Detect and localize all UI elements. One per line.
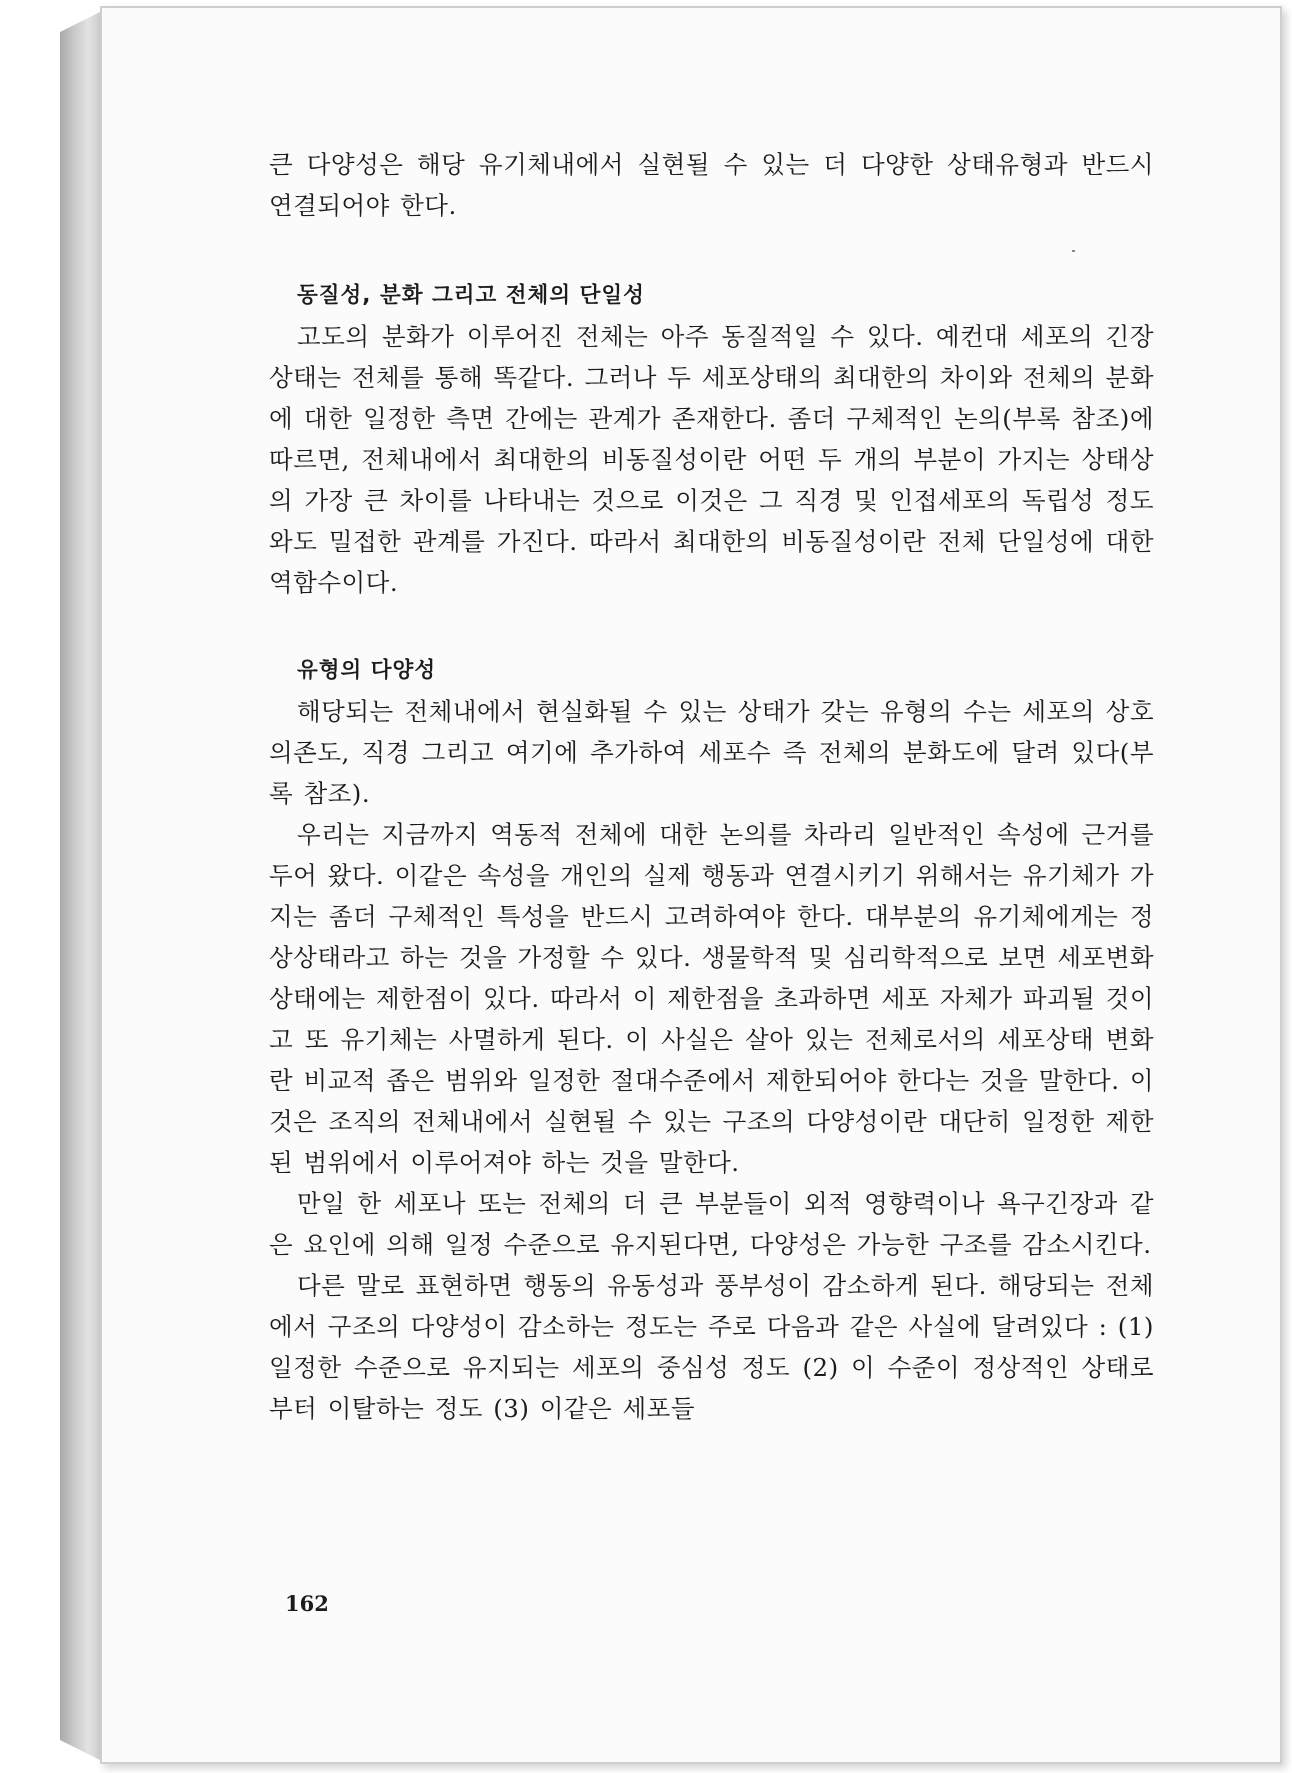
page-text	[269, 144, 1154, 1429]
paragraph-homogeneity: 고도의 분화가 이루어진 전체는 아주 동질적일 수 있다. 예컨대 세포의 긴장상태는 전체를 통해 똑같다. 그러나 두 세포상태의 최대한의 차이와 전체의 분화에 대한 일정한 측면 간에는 관계가 존재한다. 좀더 구체적인 논의(부록 참조)에 따르면, 전체내에서 최대한의 비동질성이란 어떤 두 개의 부분이 가지는 상태상의 가장 큰 차이를 나타내는 것으로 이것은 그 직경 및 인접세포의 독립성 정도와도 밀접한 관계를 가진다. 따라서 최대한의 비동질성이란 전체 단일성에 대한 역함수이다.	[269, 322, 1154, 597]
paragraph-continuation: 큰 다양성은 해당 유기체내에서 실현될 수 있는 더 다양한 상태유형과 반드시 연결되어야 한다.	[269, 150, 1154, 220]
paragraph-reduced-variety: 다른 말로 표현하면 행동의 유동성과 풍부성이 감소하게 된다. 해당되는 전체에서 구조의 다양성이 감소하는 정도는 주로 다음과 같은 사실에 달려있다 : (1) 일정한 수준으로 유지되는 세포의 중심성 정도 (2) 이 수준이 정상적인 상태로부터 이탈하는 정도 (3) 이같은 세포들	[269, 1271, 1154, 1423]
book-page	[100, 6, 1282, 1764]
book-spine	[60, 12, 100, 1760]
paragraph-fixed-level: 만일 한 세포나 또는 전체의 더 큰 부분들이 외적 영향력이나 욕구긴장과 같은 요인에 의해 일정 수준으로 유지된다면, 다양성은 가능한 구조를 감소시킨다.	[269, 1189, 1154, 1259]
page-number: 162	[285, 1591, 329, 1616]
section-heading-type-variety: 유형의 다양성	[297, 658, 437, 683]
section-heading-homogeneity: 동질성, 분화 그리고 전체의 단일성	[297, 283, 645, 308]
paragraph-normal-state: 우리는 지금까지 역동적 전체에 대한 논의를 차라리 일반적인 속성에 근거를 두어 왔다. 이같은 속성을 개인의 실제 행동과 연결시키기 위해서는 유기체가 가지는 좀더 구체적인 특성을 반드시 고려하여야 한다. 대부분의 유기체에게는 정상상태라고 하는 것을 가정할 수 있다. 생물학적 및 심리학적으로 보면 세포변화 상태에는 제한점이 있다. 따라서 이 제한점을 초과하면 세포 자체가 파괴될 것이고 또 유기체는 사멸하게 된다. 이 사실은 살아 있는 전체로서의 세포상태 변화란 비교적 좁은 범위와 일정한 절대수준에서 제한되어야 한다는 것을 말한다. 이것은 조직의 전체내에서 실현될 수 있는 구조의 다양성이란 대단히 일정한 제한된 범위에서 이루어져야 하는 것을 말한다.	[269, 820, 1154, 1177]
paragraph-type-count: 해당되는 전체내에서 현실화될 수 있는 상태가 갖는 유형의 수는 세포의 상호의존도, 직경 그리고 여기에 추가하여 세포수 즉 전체의 분화도에 달려 있다(부록 참조).	[269, 697, 1154, 808]
